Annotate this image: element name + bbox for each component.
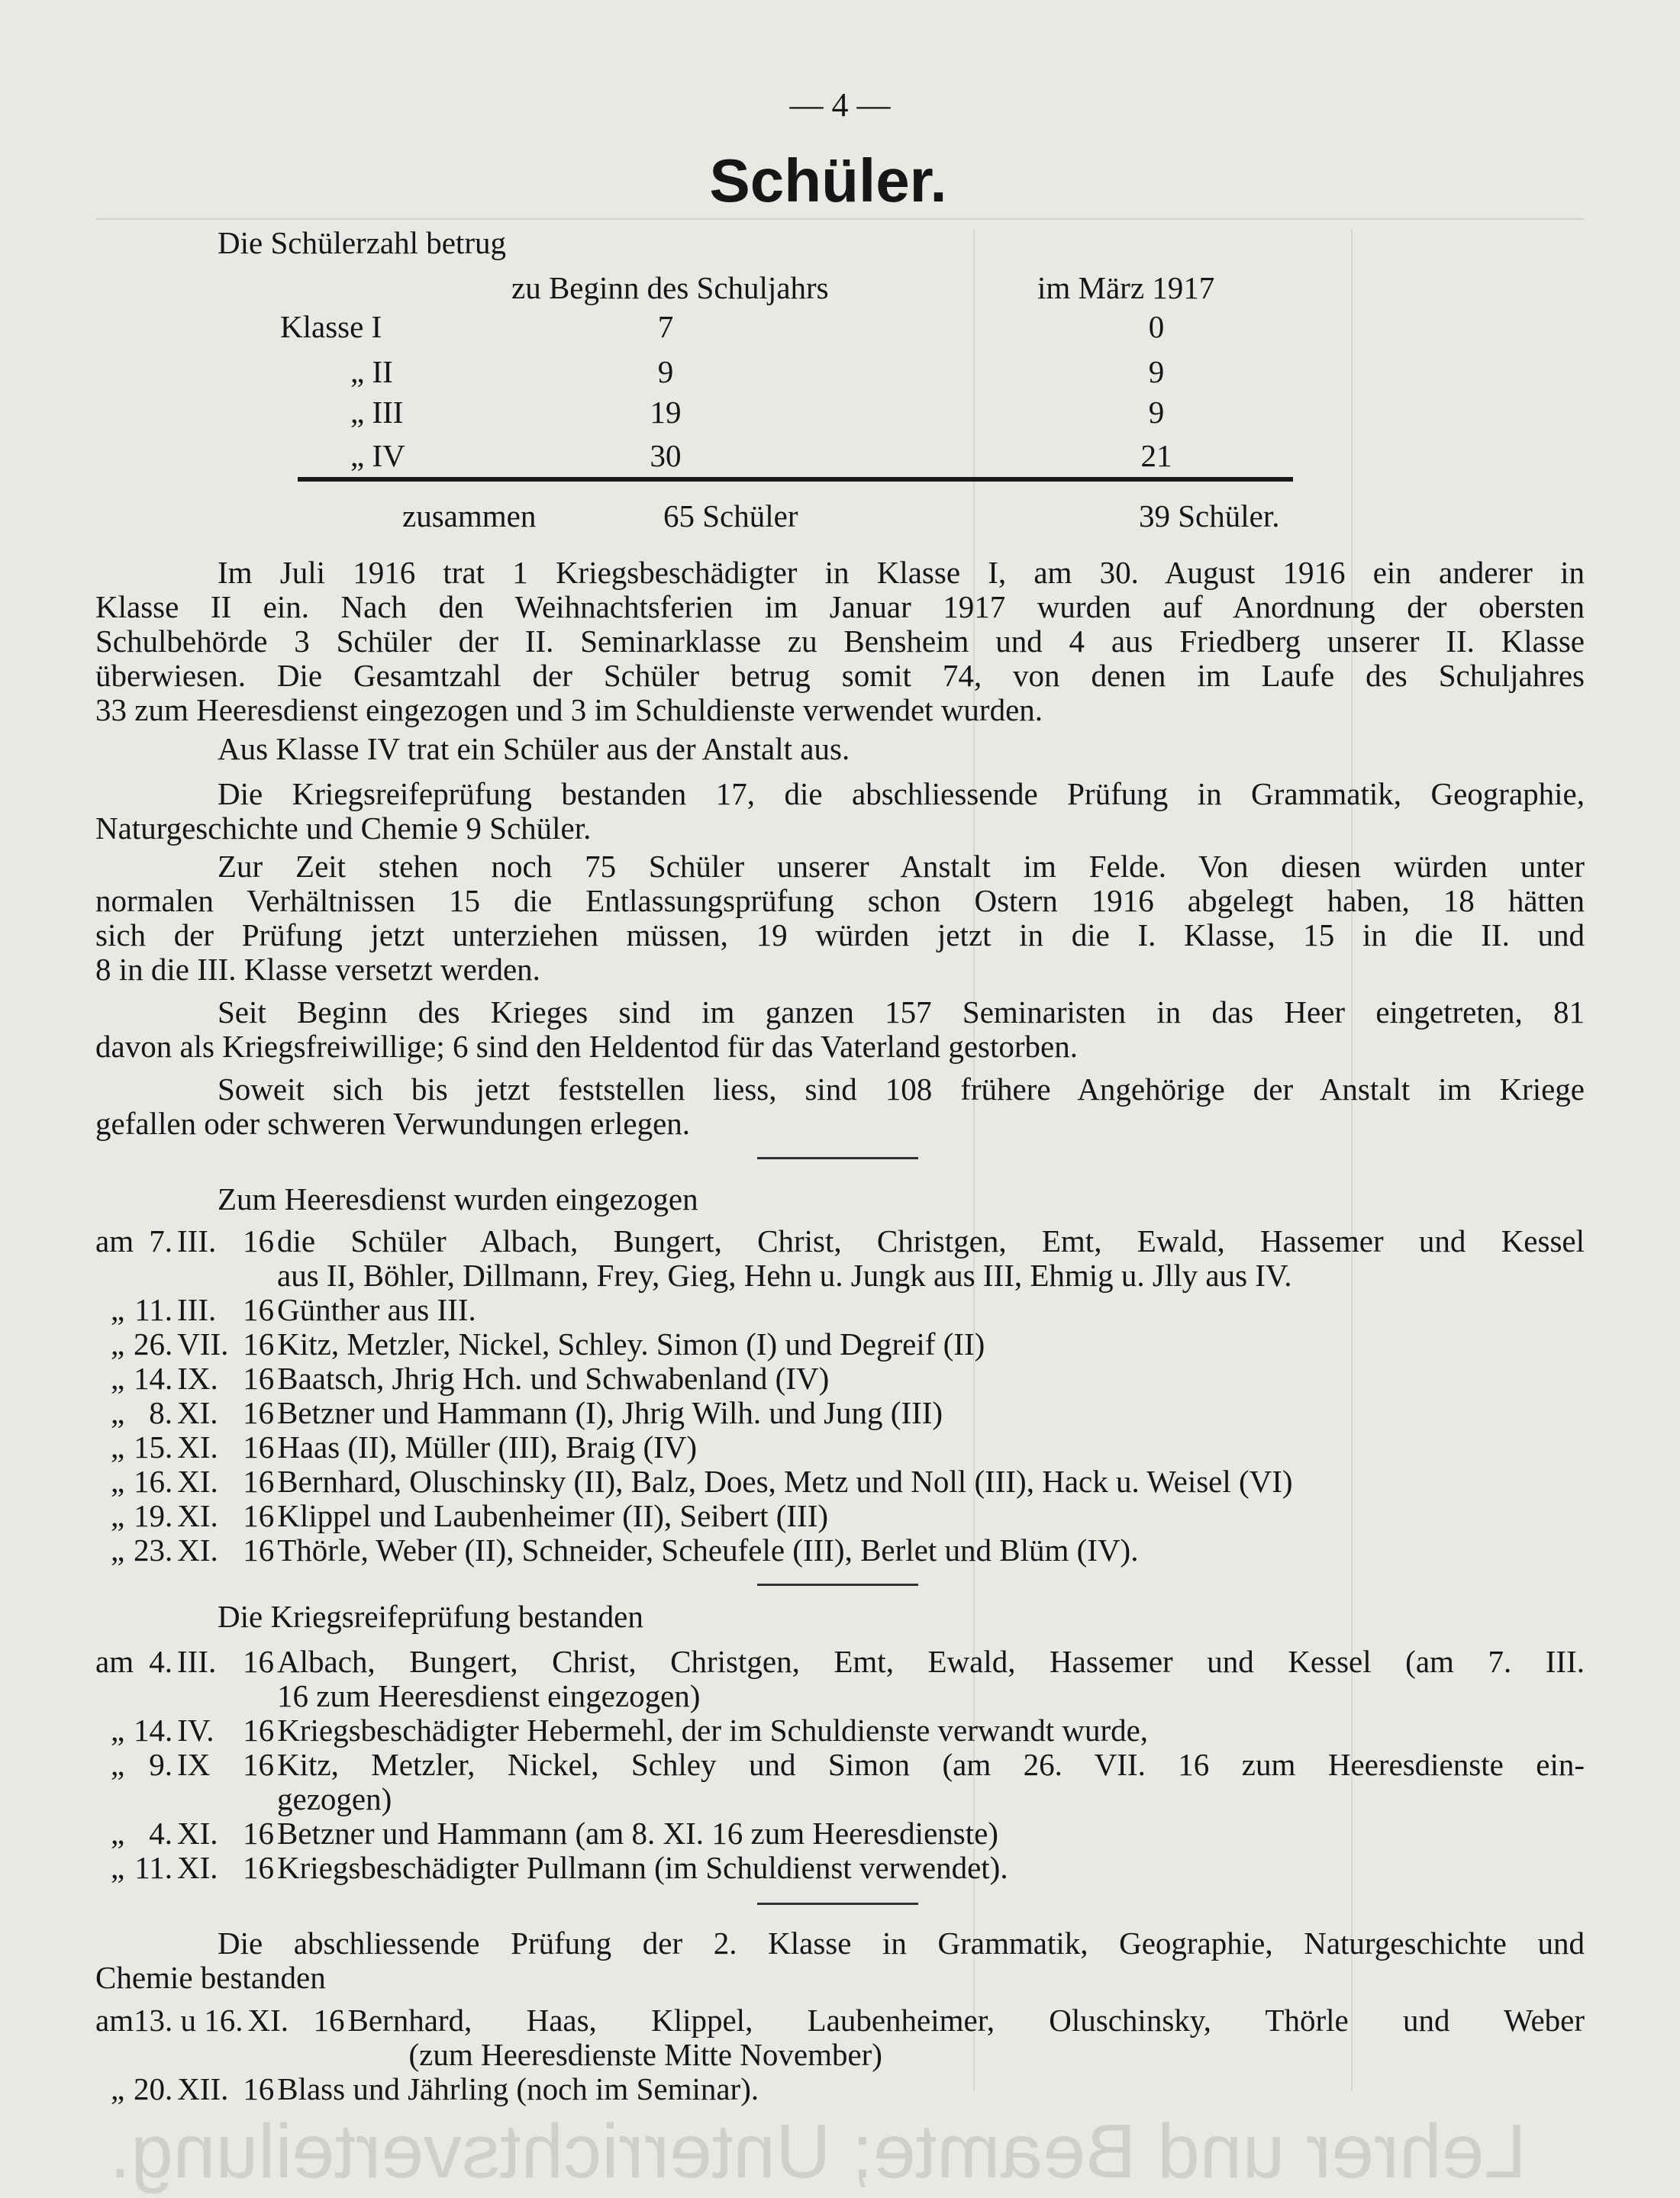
paragraph (95, 777, 1585, 846)
entry-text (277, 1713, 1585, 1748)
entry-line: aus II, Böhler, Dillmann, Frey, Gieg, Hehn u. Jungk aus III, Ehmig u. Jlly aus IV. (277, 1258, 1292, 1293)
entry-year: 16 (243, 1429, 275, 1465)
entry-prefix: „ (111, 1326, 125, 1362)
drafted-list (95, 1224, 1585, 1568)
entry-day: 16. (134, 1464, 173, 1499)
bleed-through-heading: Lehrer und Beamte; Unterrichtsverteilung. (109, 2109, 1527, 2194)
list-entry (95, 1327, 1585, 1362)
page-title: Schüler. (709, 147, 947, 214)
paragraph-line: Klasse II ein. Nach den Weihnachtsferien im Januar 1917 wurden auf Anordnung der obersten (95, 590, 1585, 624)
entry-year: 16 (243, 1464, 275, 1499)
entry-text (277, 1396, 1585, 1430)
entry-text (277, 1362, 1585, 1396)
entry-text (277, 1851, 1585, 1885)
page-number: — 4 — (789, 86, 891, 124)
total-label: zusammen (402, 498, 537, 533)
entry-day: 11. (134, 1850, 173, 1885)
entry-year: 16 (243, 2071, 275, 2106)
entry-year: 16 (243, 1223, 274, 1259)
entry-month: XI. (177, 1850, 218, 1885)
entry-day: 14. (134, 1713, 173, 1748)
paragraph (95, 556, 1585, 727)
entry-text (277, 1327, 1585, 1362)
entry-line: Kitz, Metzler, Nickel, Schley und Simon (am 26. VII. 16 zum Heeresdienste ein- (277, 1748, 1585, 1782)
entry-day: 26. (134, 1326, 173, 1362)
entry-month: IX (177, 1747, 211, 1782)
entry-prefix: „ (111, 2071, 125, 2106)
total-rule (298, 477, 1293, 482)
entry-day: 14. (134, 1361, 173, 1396)
entry-month: III. (177, 1292, 217, 1327)
list-entry (95, 1362, 1585, 1396)
entry-month: XI. (177, 1532, 218, 1568)
entry-day: 4. (149, 1644, 173, 1679)
entry-line: Haas (II), Müller (III), Braig (IV) (277, 1429, 698, 1465)
entry-month: III. (177, 1644, 217, 1679)
heading-line: Chemie bestanden (95, 1960, 326, 1995)
entry-year: 16 (243, 1644, 274, 1679)
drafted-heading: Zum Heeresdienst wurden eingezogen (218, 1181, 698, 1217)
entry-line: die Schüler Albach, Bungert, Christ, Christgen, Emt, Ewald, Hassemer und Kessel (277, 1224, 1585, 1259)
entry-day: 23. (134, 1532, 173, 1568)
list-entry (95, 1465, 1585, 1499)
paragraph-line: Schulbehörde 3 Schüler der II. Seminarklasse zu Bensheim und 4 aus Friedberg unserer II. Klasse (95, 624, 1585, 659)
entry-month: XI. (247, 2003, 289, 2038)
entry-text (348, 2003, 1585, 2072)
entry-prefix: am (95, 1223, 134, 1259)
entry-prefix: „ (111, 1498, 125, 1533)
entry-day: 7. (149, 1223, 173, 1259)
total-start: 65 Schüler (663, 498, 798, 533)
war-exam-heading: Die Kriegsreifeprüfung bestanden (218, 1599, 643, 1634)
cell-start: 7 (657, 309, 674, 344)
bleed-through-rule (95, 218, 1585, 220)
entry-prefix: „ (111, 1747, 125, 1782)
entry-prefix: „ (111, 1713, 125, 1748)
paragraph-line: Im Juli 1916 trat 1 Kriegsbeschädigter in Klasse I, am 30. August 1916 ein anderer in (218, 556, 1585, 590)
row-label: „ III (350, 395, 404, 430)
total-march: 39 Schüler. (1139, 498, 1280, 533)
entry-month: III. (177, 1223, 217, 1259)
list-entry (95, 1396, 1585, 1430)
list-entry (95, 1430, 1585, 1465)
entry-year: 16 (243, 1498, 275, 1533)
entry-line: gezogen) (277, 1781, 392, 1816)
cell-start: 19 (650, 395, 682, 430)
cell-march: 21 (1140, 438, 1172, 473)
paragraph-line: überwiesen. Die Gesamtzahl der Schüler betrug somit 74, von denen im Laufe des Schuljahres (95, 659, 1585, 693)
paragraph-line: davon als Kriegsfreiwillige; 6 sind den Heldentod für das Vaterland gestorben. (95, 1029, 1078, 1064)
entry-year: 16 (243, 1747, 274, 1782)
paragraph (95, 1072, 1585, 1141)
paragraph-line: 8 in die III. Klasse versetzt werden. (95, 952, 540, 987)
entry-prefix: „ (111, 1429, 125, 1465)
section-divider (757, 1584, 918, 1586)
cell-start: 30 (650, 438, 682, 473)
entry-text (277, 1816, 1585, 1851)
entry-line: Blass und Jährling (noch im Seminar). (277, 2071, 759, 2106)
entry-text (277, 2072, 1585, 2106)
entry-text (277, 1430, 1585, 1465)
entry-day: 8. (149, 1395, 173, 1430)
cell-march: 9 (1148, 354, 1165, 389)
list-entry (95, 1293, 1585, 1327)
entry-prefix: „ (111, 1395, 125, 1430)
entry-month: XI. (177, 1816, 218, 1851)
heading-line: Die abschliessende Prüfung der 2. Klasse in Grammatik, Geographie, Naturgeschichte und (218, 1926, 1585, 1961)
paragraph-line: Die Kriegsreifeprüfung bestanden 17, die abschliessende Prüfung in Grammatik, Geographie, (218, 777, 1585, 811)
paragraph-line: Aus Klasse IV trat ein Schüler aus der Anstalt aus. (218, 731, 850, 766)
entry-day: 11. (134, 1292, 173, 1327)
entry-line: Kriegsbeschädigter Hebermehl, der im Schuldienste verwandt wurde, (277, 1713, 1149, 1748)
entry-line: Klippel und Laubenheimer (II), Seibert (III) (277, 1498, 829, 1533)
entry-year: 16 (313, 2003, 345, 2038)
paragraph (95, 849, 1585, 987)
list-entry (95, 1851, 1585, 1885)
paragraph-line: Seit Beginn des Krieges sind im ganzen 157 Seminaristen in das Heer eingetreten, 81 (218, 995, 1585, 1030)
entry-text (277, 1293, 1585, 1327)
entry-month: XI. (177, 1464, 218, 1499)
entry-year: 16 (243, 1713, 275, 1748)
entry-line: Betzner und Hammann (am 8. XI. 16 zum Heeresdienste) (277, 1816, 998, 1851)
cell-start: 9 (657, 354, 674, 389)
entry-month: IV. (177, 1713, 214, 1748)
entry-text (277, 1224, 1585, 1293)
final-exam-list (95, 2003, 1585, 2106)
entry-line: Betzner und Hammann (I), Jhrig Wilh. und Jung (III) (277, 1395, 943, 1430)
entry-line: Albach, Bungert, Christ, Christgen, Emt, Ewald, Hassemer und Kessel (am 7. III. (277, 1645, 1585, 1679)
entry-year: 16 (243, 1326, 275, 1362)
entry-month: XI. (177, 1498, 218, 1533)
list-entry (95, 1713, 1585, 1748)
paragraph-line: Zur Zeit stehen noch 75 Schüler unserer Anstalt im Felde. Von diesen würden unter (218, 849, 1585, 884)
paragraph-line: sich der Prüfung jetzt unterziehen müssen, 19 würden jetzt in die I. Klasse, 15 in die II. und (95, 918, 1585, 952)
entry-text (277, 1499, 1585, 1533)
entry-year: 16 (243, 1395, 274, 1430)
entry-day: 9. (149, 1747, 173, 1782)
entry-prefix: „ (111, 1464, 125, 1499)
entry-line: Kitz, Metzler, Nickel, Schley. Simon (I) und Degreif (II) (277, 1326, 985, 1362)
list-entry (95, 1499, 1585, 1533)
entry-text (277, 1533, 1585, 1568)
table-intro: Die Schülerzahl betrug (218, 225, 506, 260)
entry-day: 19. (134, 1498, 173, 1533)
entry-prefix: am (95, 2003, 134, 2038)
entry-prefix: „ (111, 1850, 125, 1885)
entry-prefix: am (95, 1644, 134, 1679)
entry-line: Günther aus III. (277, 1292, 476, 1327)
paragraph-line: 33 zum Heeresdienst eingezogen und 3 im Schuldienste verwendet wurden. (95, 692, 1043, 727)
list-entry (95, 1816, 1585, 1851)
entry-year: 16 (243, 1816, 274, 1851)
entry-line: Kriegsbeschädigter Pullmann (im Schuldienst verwendet). (277, 1850, 1008, 1885)
entry-month: VII. (177, 1326, 229, 1362)
row-label: „ IV (350, 438, 405, 473)
paragraph-line: gefallen oder schweren Verwundungen erlegen. (95, 1106, 691, 1141)
list-entry (95, 1224, 1585, 1293)
paragraph-line: normalen Verhältnissen 15 die Entlassungsprüfung schon Ostern 1916 abgelegt haben, 18 hätten (95, 884, 1585, 918)
entry-month: XII. (177, 2071, 229, 2106)
cell-march: 9 (1148, 395, 1165, 430)
entry-line: 16 zum Heeresdienst eingezogen) (277, 1678, 701, 1713)
paragraph-line: Naturgeschichte und Chemie 9 Schüler. (95, 811, 592, 846)
list-entry (95, 1748, 1585, 1816)
paragraph (95, 732, 1585, 766)
row-label: „ II (350, 354, 393, 389)
entry-prefix: „ (111, 1292, 125, 1327)
entry-day: 20. (134, 2071, 173, 2106)
entry-line: Baatsch, Jhrig Hch. und Schwabenland (IV) (277, 1361, 830, 1396)
column-header-start: zu Beginn des Schuljahrs (511, 270, 829, 305)
section-divider (757, 1903, 918, 1905)
entry-text (277, 1645, 1585, 1713)
list-entry (95, 1645, 1585, 1713)
list-entry (95, 1533, 1585, 1568)
entry-year: 16 (243, 1361, 275, 1396)
entry-line: Bernhard, Haas, Klippel, Laubenheimer, Oluschinsky, Thörle und Weber (347, 2003, 1585, 2038)
paragraph-line: Soweit sich bis jetzt feststellen liess, sind 108 frühere Angehörige der Anstalt im Kriege (218, 1072, 1585, 1107)
entry-line: Bernhard, Oluschinsky (II), Balz, Does, Metz und Noll (III), Hack u. Weisel (VI) (277, 1464, 1293, 1499)
column-header-march: im März 1917 (1037, 270, 1215, 305)
entry-year: 16 (243, 1292, 274, 1327)
entry-year: 16 (243, 1850, 274, 1885)
entry-line: Thörle, Weber (II), Schneider, Scheufele (III), Berlet und Blüm (IV). (277, 1532, 1139, 1568)
entry-prefix: „ (111, 1361, 125, 1396)
entry-text (277, 1748, 1585, 1816)
entry-day: 15. (134, 1429, 173, 1465)
entry-prefix: „ (111, 1816, 125, 1851)
entry-month: IX. (177, 1361, 218, 1396)
entry-day: 4. (149, 1816, 173, 1851)
list-entry (95, 2072, 1585, 2106)
entry-line: (zum Heeresdienste Mitte November) (408, 2037, 882, 2072)
entry-text (277, 1465, 1585, 1499)
section-divider (757, 1157, 918, 1159)
war-exam-list (95, 1645, 1585, 1885)
cell-march: 0 (1148, 309, 1165, 344)
list-entry (95, 2003, 1585, 2072)
entry-day: 13. u 16. (134, 2003, 243, 2038)
entry-prefix: „ (111, 1532, 125, 1568)
entry-month: XI. (177, 1395, 218, 1430)
entry-month: XI. (177, 1429, 218, 1465)
row-label: Klasse I (280, 309, 382, 344)
paragraph (95, 995, 1585, 1064)
entry-year: 16 (243, 1532, 275, 1568)
final-exam-heading (95, 1926, 1585, 1995)
